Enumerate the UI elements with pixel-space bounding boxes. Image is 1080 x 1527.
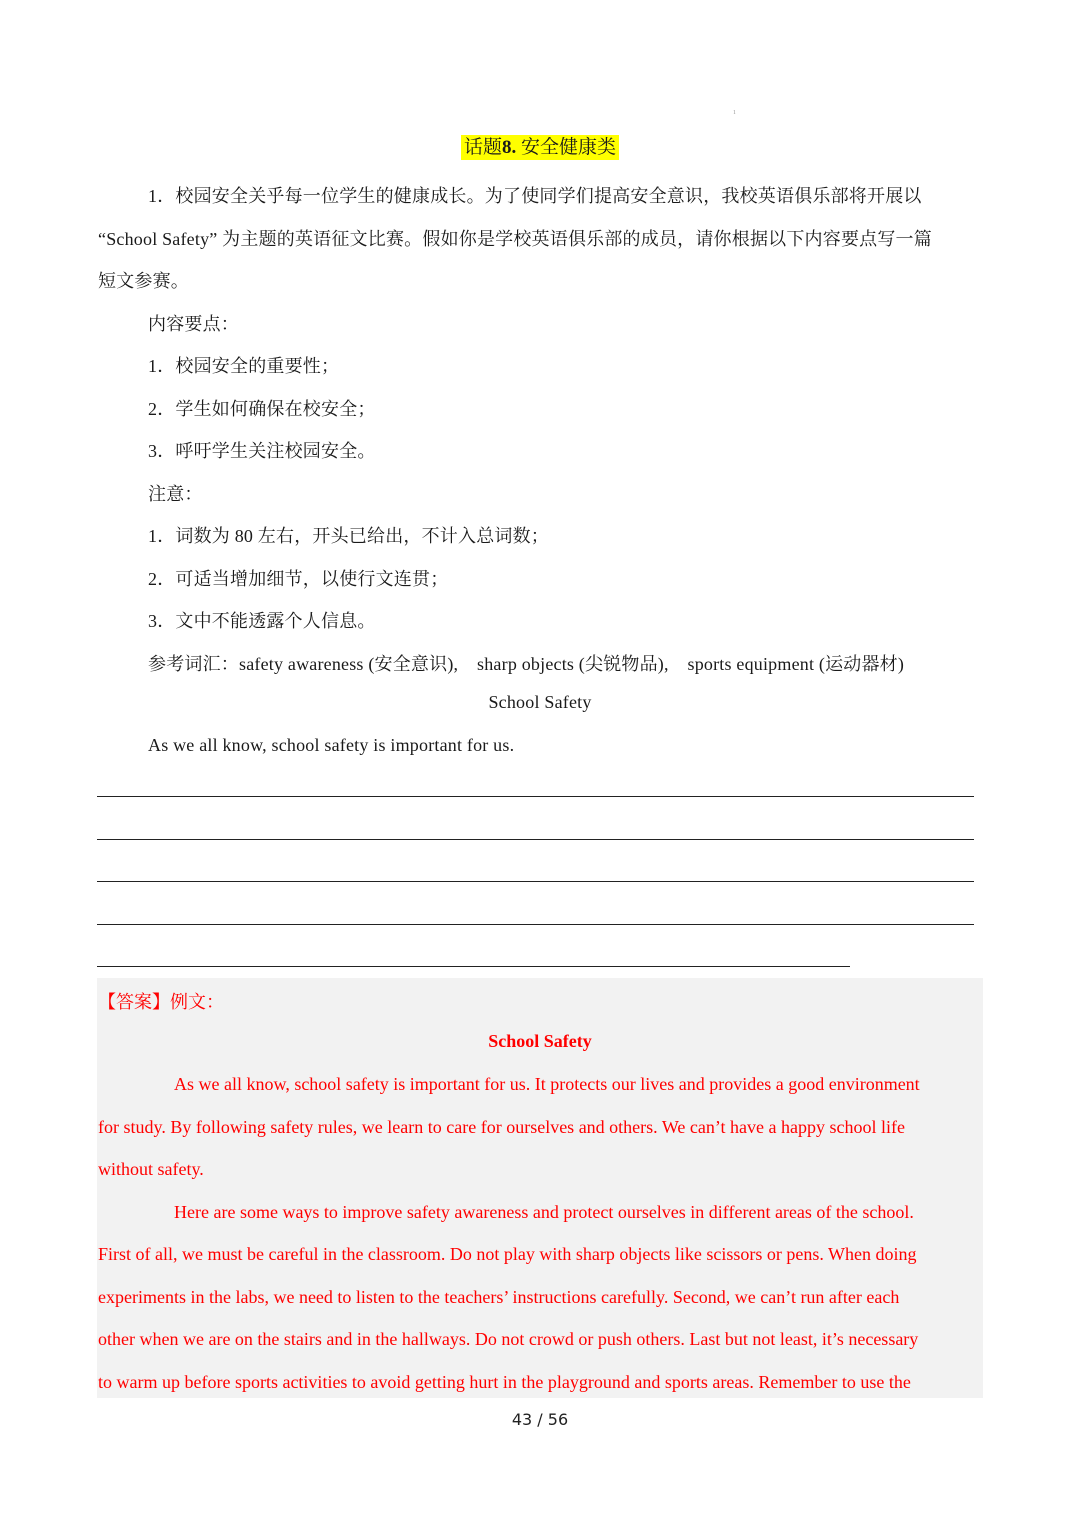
question-line-1: 1．校园安全关乎每一位学生的健康成长。为了使同学们提高安全意识，我校英语俱乐部将开展以	[148, 186, 922, 206]
answer-title: School Safety	[488, 1031, 592, 1051]
answer-line-8: to warm up before sports activities to avoid getting hurt in the playground and sports areas. Remember to use the	[98, 1372, 911, 1392]
writing-line-3	[97, 881, 974, 882]
topic-highlight: 话题8. 安全健康类	[461, 135, 619, 160]
points-heading: 内容要点：	[148, 314, 239, 334]
point-3: 3．呼吁学生关注校园安全。	[148, 441, 376, 461]
answer-line-3: without safety.	[98, 1159, 204, 1179]
writing-line-1	[97, 796, 974, 797]
answer-line-2: for study. By following safety rules, we learn to care for ourselves and others. We can’t have a happy school life	[98, 1117, 905, 1137]
topic-number: 8.	[502, 137, 517, 158]
answer-label: 【答案】例文：	[98, 992, 224, 1012]
vocabulary-line: 参考词汇：safety awareness (安全意识), sharp objects (尖锐物品), sports equipment (运动器材)	[148, 654, 905, 674]
writing-line-4	[97, 924, 974, 925]
notes-heading: 注意：	[148, 484, 203, 504]
note-2: 2．可适当增加细节，以使行文连贯；	[148, 569, 449, 589]
corner-mark: 1	[733, 110, 736, 116]
answer-line-4: Here are some ways to improve safety awareness and protect ourselves in different areas of the school.	[174, 1202, 914, 1222]
note-1: 1．词数为 80 左右，开头已给出，不计入总词数；	[148, 526, 549, 546]
essay-start: As we all know, school safety is important for us.	[148, 735, 515, 755]
point-1: 1．校园安全的重要性；	[148, 356, 340, 376]
topic-title	[0, 132, 1080, 159]
writing-line-2	[97, 839, 974, 840]
question-line-3: 短文参赛。	[98, 271, 189, 291]
essay-title: School Safety	[488, 692, 592, 712]
answer-line-6: experiments in the labs, we need to listen to the teachers’ instructions carefully. Second, we can’t run after each	[98, 1287, 900, 1307]
answer-line-5: First of all, we must be careful in the classroom. Do not play with sharp objects like scissors or pens. When doing	[98, 1244, 917, 1264]
answer-line-1: As we all know, school safety is important for us. It protects our lives and provides a good environment	[174, 1074, 920, 1094]
question-line-2: “School Safety” 为主题的英语征文比赛。假如你是学校英语俱乐部的成员，请你根据以下内容要点写一篇	[98, 229, 932, 249]
note-3: 3．文中不能透露个人信息。	[148, 611, 376, 631]
point-2: 2．学生如何确保在校安全；	[148, 399, 376, 419]
writing-line-5	[97, 966, 850, 967]
page-number: 43 / 56	[511, 1410, 569, 1429]
answer-line-7: other when we are on the stairs and in the hallways. Do not crowd or push others. Last but not least, it’s necessary	[98, 1329, 919, 1349]
